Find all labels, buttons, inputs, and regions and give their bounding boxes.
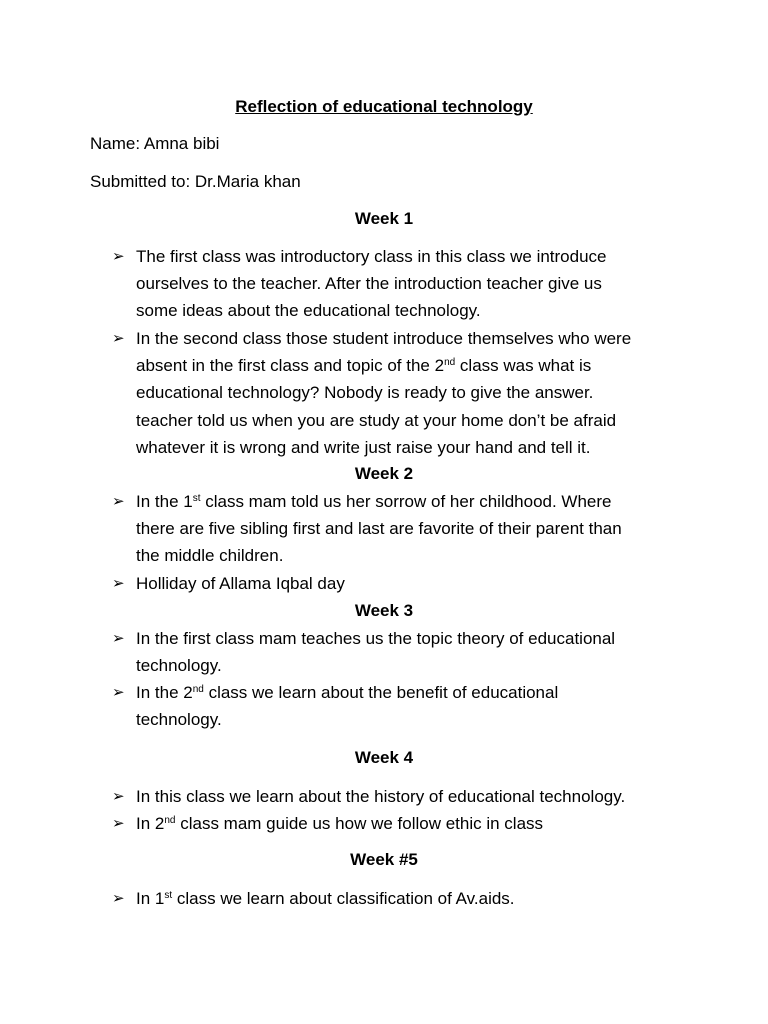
week-1-item-2 <box>112 325 712 461</box>
submitted-to-line: Submitted to: Dr.Maria khan <box>90 172 301 191</box>
text-line: Holliday of Allama Iqbal day <box>136 574 345 593</box>
bullet-text <box>136 810 712 837</box>
text-line: absent in the first class and topic of the 2nd class was what is <box>136 356 592 376</box>
bullet-text <box>136 679 712 733</box>
text-line: In this class we learn about the history of educational technology. <box>136 787 626 806</box>
week-5-item-1 <box>112 885 712 912</box>
text-line: technology. <box>136 710 222 730</box>
week-1-item-1 <box>112 243 712 325</box>
week-5-heading: Week #5 <box>350 850 418 869</box>
text-line: ourselves to the teacher. After the introduction teacher give us <box>136 274 602 294</box>
bullet-text <box>136 243 712 325</box>
week-2-heading: Week 2 <box>354 464 414 483</box>
text-line: some ideas about the educational technology. <box>136 301 481 321</box>
bullet-text <box>136 325 712 461</box>
week-3-item-1 <box>112 625 712 679</box>
week-2-item-1 <box>112 488 712 570</box>
week-4-item-2 <box>112 810 712 837</box>
text-line: educational technology? Nobody is ready to give the answer. <box>136 383 594 403</box>
bullet-arrow-icon: ➢ <box>112 788 125 805</box>
text-line: In the 1st class mam told us her sorrow of her childhood. Where <box>136 492 612 511</box>
bullet-text <box>136 783 712 810</box>
text-line: whatever it is wrong and write just raise your hand and tell it. <box>136 437 591 457</box>
text-line: In the second class those student introduce themselves who were <box>136 329 632 348</box>
week-4-item-1 <box>112 783 712 810</box>
bullet-text <box>136 625 712 679</box>
week-3-item-2 <box>112 679 712 733</box>
bullet-arrow-icon: ➢ <box>112 890 125 907</box>
bullet-arrow-icon: ➢ <box>112 248 125 265</box>
document-title: Reflection of educational technology <box>235 97 533 116</box>
text-line: In 1st class we learn about classification of Av.aids. <box>136 889 515 908</box>
bullet-text <box>136 570 712 597</box>
week-1-heading: Week 1 <box>354 209 414 228</box>
week-2-item-2 <box>112 570 712 597</box>
text-line: technology. <box>136 656 222 676</box>
text-line: teacher told us when you are study at your home don’t be afraid <box>136 410 617 430</box>
week-3-heading: Week 3 <box>354 601 414 620</box>
text-line: the middle children. <box>136 546 284 566</box>
bullet-arrow-icon: ➢ <box>112 330 125 347</box>
bullet-text <box>136 488 712 570</box>
bullet-arrow-icon: ➢ <box>112 575 125 592</box>
bullet-arrow-icon: ➢ <box>112 493 125 510</box>
bullet-text <box>136 885 712 912</box>
text-line: The first class was introductory class in this class we introduce <box>136 247 607 266</box>
text-line: In the first class mam teaches us the topic theory of educational <box>136 629 616 648</box>
text-line: there are five sibling first and last are favorite of their parent than <box>136 519 622 539</box>
text-line: In the 2nd class we learn about the benefit of educational <box>136 683 559 702</box>
week-4-heading: Week 4 <box>354 748 414 767</box>
bullet-arrow-icon: ➢ <box>112 815 125 832</box>
bullet-arrow-icon: ➢ <box>112 630 125 647</box>
name-line: Name: Amna bibi <box>90 134 220 153</box>
bullet-arrow-icon: ➢ <box>112 684 125 701</box>
text-line: In 2nd class mam guide us how we follow ethic in class <box>136 814 544 833</box>
